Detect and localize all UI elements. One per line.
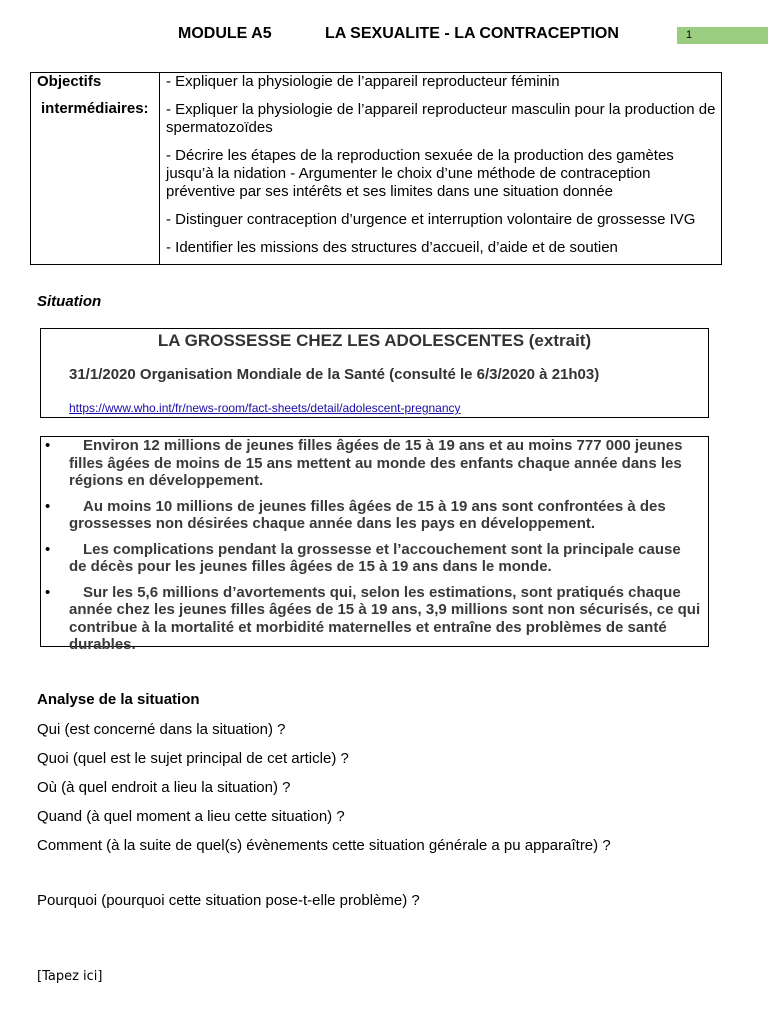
analysis-heading: Analyse de la situation [37, 691, 200, 708]
facts-list [41, 437, 708, 662]
question-why: Pourquoi (pourquoi cette situation pose-t-elle problème) ? [37, 892, 420, 909]
objectives-label-cell [31, 73, 160, 264]
objectives-label-sub: intermédiaires: [41, 100, 149, 117]
situation-heading: Situation [37, 293, 102, 310]
facts-box [40, 436, 709, 653]
bullet-icon: • [45, 437, 51, 454]
objectives-label: Objectifs [37, 73, 102, 90]
fact-item [41, 437, 708, 490]
fact-item [41, 584, 708, 654]
page-title: LA SEXUALITE - LA CONTRACEPTION [325, 25, 619, 42]
fact-text: Au moins 10 millions de jeunes filles âgées de 15 à 19 ans sont confrontées à des grossesses non désirées chaque année dans les pays en développement. [69, 497, 666, 532]
fact-text: Les complications pendant la grossesse et l’accouchement sont la principale cause de décès pour les jeunes filles âgées de 15 à 19 ans dans le monde. [69, 540, 681, 575]
bullet-icon: • [45, 540, 51, 558]
fact-item [41, 541, 708, 576]
objectives-list [166, 73, 718, 267]
objective-item: - Décrire les étapes de la reproduction sexuée de la production des gamètes jusqu’à la nidation - Argumenter le choix d’une méthode de contraception préventive par ses intérêts et ses limites dans une situation donnée [166, 147, 674, 200]
objective-item: - Identifier les missions des structures d’accueil, d’aide et de soutien [166, 239, 618, 256]
question-when: Quand (à quel moment a lieu cette situation) ? [37, 808, 345, 825]
bullet-icon: • [45, 583, 51, 601]
fact-text: Sur les 5,6 millions d’avortements qui, selon les estimations, sont pratiqués chaque année chez les jeunes filles âgées de 15 à 19 ans, 3,9 millions sont non sécurisés, ce qui contribue à la mortalité et morbidité maternelles et entraîne des problèmes de santé durables. [69, 583, 701, 653]
objective-item: - Expliquer la physiologie de l’appareil reproducteur masculin pour la production de spermatozoïdes [166, 101, 716, 136]
module-label: MODULE A5 [178, 25, 272, 42]
question-who: Qui (est concerné dans la situation) ? [37, 721, 286, 738]
objective-item: - Expliquer la physiologie de l’appareil reproducteur féminin [166, 73, 560, 90]
question-what: Quoi (quel est le sujet principal de cet article) ? [37, 750, 349, 767]
footer-placeholder[interactable]: [Tapez ici] [37, 969, 103, 984]
page-number-badge: 1 [677, 27, 768, 44]
article-title: LA GROSSESSE CHEZ LES ADOLESCENTES (extrait) [157, 331, 592, 350]
source-box [40, 328, 709, 418]
fact-text: Environ 12 millions de jeunes filles âgées de 15 à 19 ans et au moins 777 000 jeunes filles âgées de moins de 15 ans mettent au monde des enfants chaque année dans les régions en développement. [69, 437, 683, 489]
fact-item [41, 498, 708, 533]
question-how: Comment (à la suite de quel(s) évènements cette situation générale a pu apparaître) ? [37, 837, 611, 854]
article-link[interactable]: https://www.who.int/fr/news-room/fact-sheets/detail/adolescent-pregnancy [69, 401, 461, 415]
article-source: 31/1/2020 Organisation Mondiale de la Santé (consulté le 6/3/2020 à 21h03) [69, 366, 600, 383]
question-where: Où (à quel endroit a lieu la situation) ? [37, 779, 291, 796]
bullet-icon: • [45, 497, 51, 515]
objectives-table [30, 72, 722, 265]
objective-item: - Distinguer contraception d’urgence et interruption volontaire de grossesse IVG [166, 211, 696, 228]
